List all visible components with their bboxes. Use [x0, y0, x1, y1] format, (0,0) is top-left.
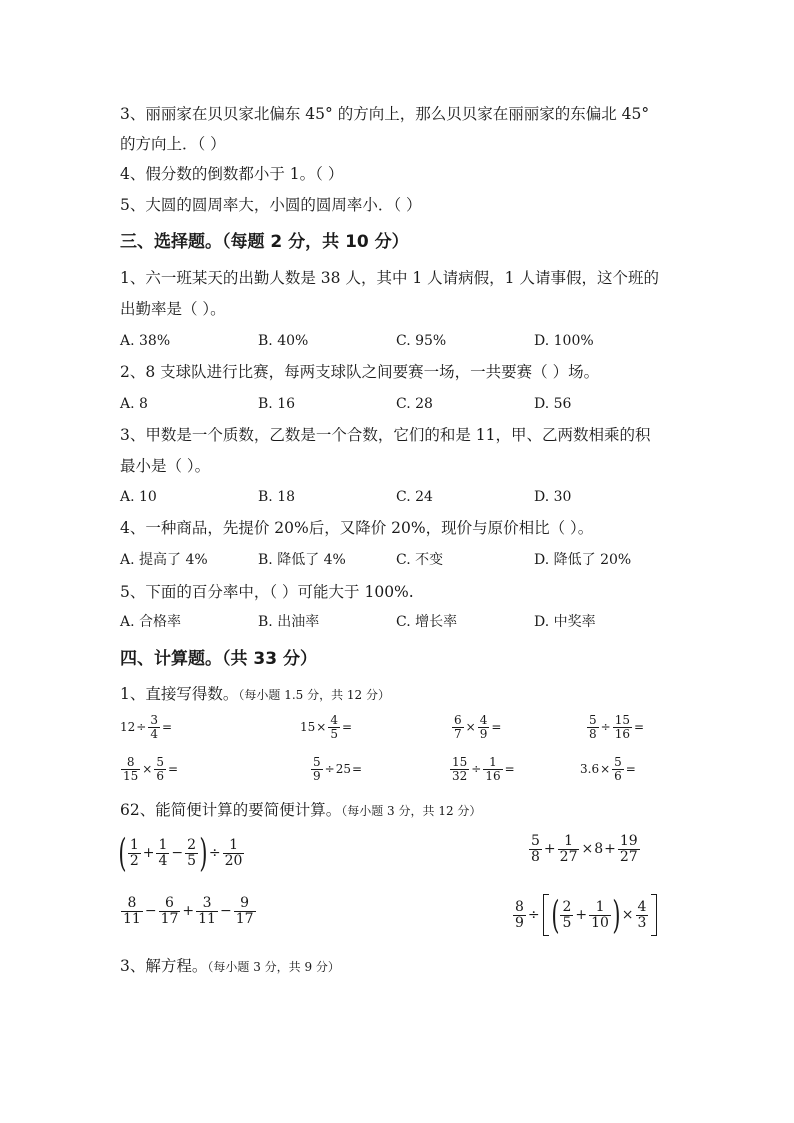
s3-q3-line1: 3、甲数是一个质数，乙数是一个合数，它们的和是 11，甲、乙两数相乘的积: [120, 426, 651, 444]
expr-6-7-mul-4-9: $\frac{6}{7}$ × $\frac{4}{9}$ =: [454, 713, 502, 741]
s3-q3-option-c: C. 24: [396, 489, 433, 505]
s3-q2-option-a: A. 8: [120, 396, 148, 412]
expr-5-8-div-15-16: $\frac{5}{8}$ ÷ $\frac{15}{16}$ =: [589, 713, 645, 741]
s4-part3-note: （每小题 3 分，共 9 分）: [207, 960, 340, 974]
s3-q4-option-a: A. 提高了 4%: [120, 552, 208, 568]
s3-q2-option-c: C. 28: [396, 396, 433, 412]
expr-15-mul-4-5: 15 × $\frac{4}{5}$ =: [300, 713, 353, 741]
s3-q4-option-b: B. 降低了 4%: [258, 552, 346, 568]
s3-q5: 5、下面的百分率中，（ ）可能大于 100%.: [120, 583, 414, 601]
expr-paren-sum-div-1-20: ( $\frac{1}{2}$ + $\frac{1}{4}$ − $\frac{2}{5}$ ) ÷ $\frac{1}{20}$: [118, 831, 243, 875]
s4-part1-title: [120, 684, 390, 705]
s3-q3-option-a: A. 10: [120, 489, 157, 505]
s3-q5-option-d: D. 中奖率: [534, 614, 596, 630]
s3-q1-option-b: B. 40%: [258, 333, 309, 349]
s3-q1-line1: 1、六一班某天的出勤人数是 38 人，其中 1 人请病假，1 人请事假，这个班的: [120, 269, 659, 287]
s3-q3-option-b: B. 18: [258, 489, 296, 505]
s3-q1-option-a: A. 38%: [120, 333, 171, 349]
s3-q2-option-b: B. 16: [258, 396, 296, 412]
s4-part3-label: 3、解方程。: [120, 957, 208, 975]
expr-15-32-div-1-16: $\frac{15}{32}$ ÷ $\frac{1}{16}$ =: [452, 755, 515, 783]
s3-q1-line2: 出勤率是（ ）。: [120, 300, 226, 318]
expr-3.6-mul-5-6: 3.6 × $\frac{5}{6}$ =: [580, 755, 636, 783]
s3-q3-line2: 最小是（ ）。: [120, 457, 211, 475]
section3-heading: 三、选择题。（每题 2 分，共 10 分）: [120, 232, 409, 252]
s3-q4-option-c: C. 不变: [396, 552, 444, 568]
s4-part2-label: 62、能简便计算的要简便计算。: [120, 801, 342, 819]
s3-q2-option-d: D. 56: [534, 396, 572, 412]
expr-5-9-div-25: $\frac{5}{9}$ ÷ 25 =: [313, 755, 363, 783]
expr-12-div-3-4: 12 ÷ $\frac{3}{4}$ =: [120, 713, 173, 741]
s3-q5-option-a: A. 合格率: [120, 614, 182, 630]
s4-part3-title: [120, 956, 340, 977]
right-square-bracket: [651, 894, 657, 936]
s3-q4: 4、一种商品，先提价 20%后，又降价 20%，现价与原价相比（ ）。: [120, 519, 594, 537]
judge-q4: 4、假分数的倒数都小于 1。（ ）: [120, 165, 344, 183]
judge-q3-line2: 的方向上．（ ）: [120, 135, 226, 153]
s4-part1-note: （每小题 1.5 分，共 12 分）: [238, 688, 390, 702]
expr-8-9-div-bracket: $\frac{8}{9}$ ÷ ( $\frac{2}{5}$ + $\frac{1}{10}$ ) × $\frac{4}{3}$: [512, 894, 659, 936]
s4-part1-label: 1、直接写得数。: [120, 685, 239, 703]
expr-8-15-mul-5-6: $\frac{8}{15}$ × $\frac{5}{6}$ =: [123, 755, 179, 783]
s3-q3-option-d: D. 30: [534, 489, 572, 505]
judge-q3-line1: 3、丽丽家在贝贝家北偏东 45° 的方向上，那么贝贝家在丽丽家的东偏北 45°: [120, 105, 650, 123]
s3-q5-option-c: C. 增长率: [396, 614, 458, 630]
s4-part2-title: [120, 800, 481, 821]
s3-q4-option-d: D. 降低了 20%: [534, 552, 632, 568]
section4-heading: 四、计算题。（共 33 分）: [120, 649, 317, 669]
s3-q1-option-c: C. 95%: [396, 333, 447, 349]
s3-q1-option-d: D. 100%: [534, 333, 594, 349]
expr-5-8-plus-1-27-mul-8-plus-19-27: $\frac{5}{8}$ + $\frac{1}{27}$ × 8 + $\frac{19}{27}$: [531, 833, 638, 865]
left-square-bracket: [543, 894, 549, 936]
s3-q2: 2、8 支球队进行比赛，每两支球队之间要赛一场，一共要赛（ ）场。: [120, 363, 600, 381]
expr-8-11-minus-6-17-plus-3-11-minus-9-17: $\frac{8}{11}$ − $\frac{6}{17}$ + $\frac{3}{11}$ − $\frac{9}{17}$: [123, 895, 254, 927]
s3-q5-option-b: B. 出油率: [258, 614, 320, 630]
judge-q5: 5、大圆的圆周率大，小圆的圆周率小．（ ）: [120, 196, 422, 214]
s4-part2-note: （每小题 3 分，共 12 分）: [341, 804, 482, 818]
